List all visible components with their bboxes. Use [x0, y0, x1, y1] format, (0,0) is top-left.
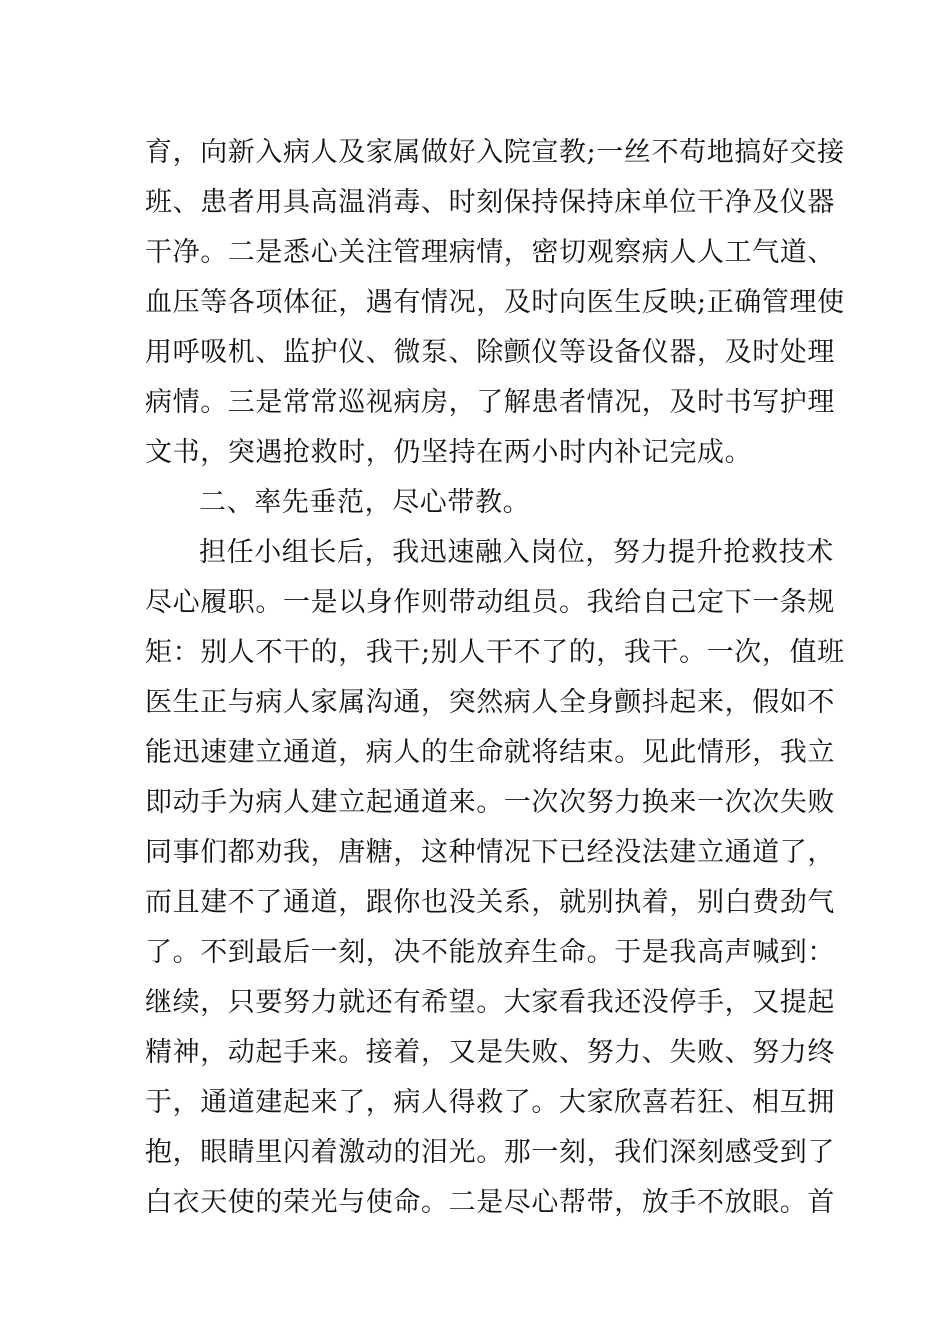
text-line: 尽心履职。一是以身作则带动组员。我给自己定下一条规 — [145, 587, 835, 618]
text-line: 了。不到最后一刻，决不能放弃生命。于是我高声喊到： — [145, 937, 835, 968]
text-line: 同事们都劝我，唐糖，这种情况下已经没法建立通道了， — [145, 837, 835, 868]
section-heading: 二、率先垂范，尽心带教。 — [199, 487, 531, 518]
text-line: 抱，眼睛里闪着激动的泪光。那一刻，我们深刻感受到了 — [145, 1137, 835, 1168]
text-line: 干净。二是悉心关注管理病情，密切观察病人人工气道、 — [145, 237, 835, 268]
text-line: 病情。三是常常巡视病房，了解患者情况，及时书写护理 — [145, 387, 835, 418]
text-line: 育，向新入病人及家属做好入院宣教;一丝不苟地搞好交接 — [145, 137, 845, 168]
text-line: 能迅速建立通道，病人的生命就将结束。见此情形，我立 — [145, 737, 835, 768]
text-line: 而且建不了通道，跟你也没关系，就别执着，别白费劲气 — [145, 887, 835, 918]
text-line: 白衣天使的荣光与使命。二是尽心帮带，放手不放眼。首 — [145, 1187, 835, 1218]
text-line: 血压等各项体征，遇有情况，及时向医生反映;正确管理使 — [145, 287, 845, 318]
text-line: 即动手为病人建立起通道来。一次次努力换来一次次失败 — [145, 787, 835, 818]
text-line: 用呼吸机、监护仪、微泵、除颤仪等设备仪器，及时处理 — [145, 337, 835, 368]
text-line: 文书，突遇抢救时，仍坚持在两小时内补记完成。 — [145, 437, 753, 468]
text-line: 矩：别人不干的，我干;别人干不了的，我干。一次，值班 — [145, 637, 845, 668]
text-line: 精神，动起手来。接着，又是失败、努力、失败、努力终 — [145, 1037, 835, 1068]
text-line: 于，通道建起来了，病人得救了。大家欣喜若狂、相互拥 — [145, 1087, 835, 1118]
text-line: 继续，只要努力就还有希望。大家看我还没停手，又提起 — [145, 987, 835, 1018]
text-line: 班、患者用具高温消毒、时刻保持保持床单位干净及仪器 — [145, 187, 835, 218]
text-line: 担任小组长后，我迅速融入岗位，努力提升抢救技术 — [199, 537, 834, 568]
text-line: 医生正与病人家属沟通，突然病人全身颤抖起来，假如不 — [145, 687, 835, 718]
